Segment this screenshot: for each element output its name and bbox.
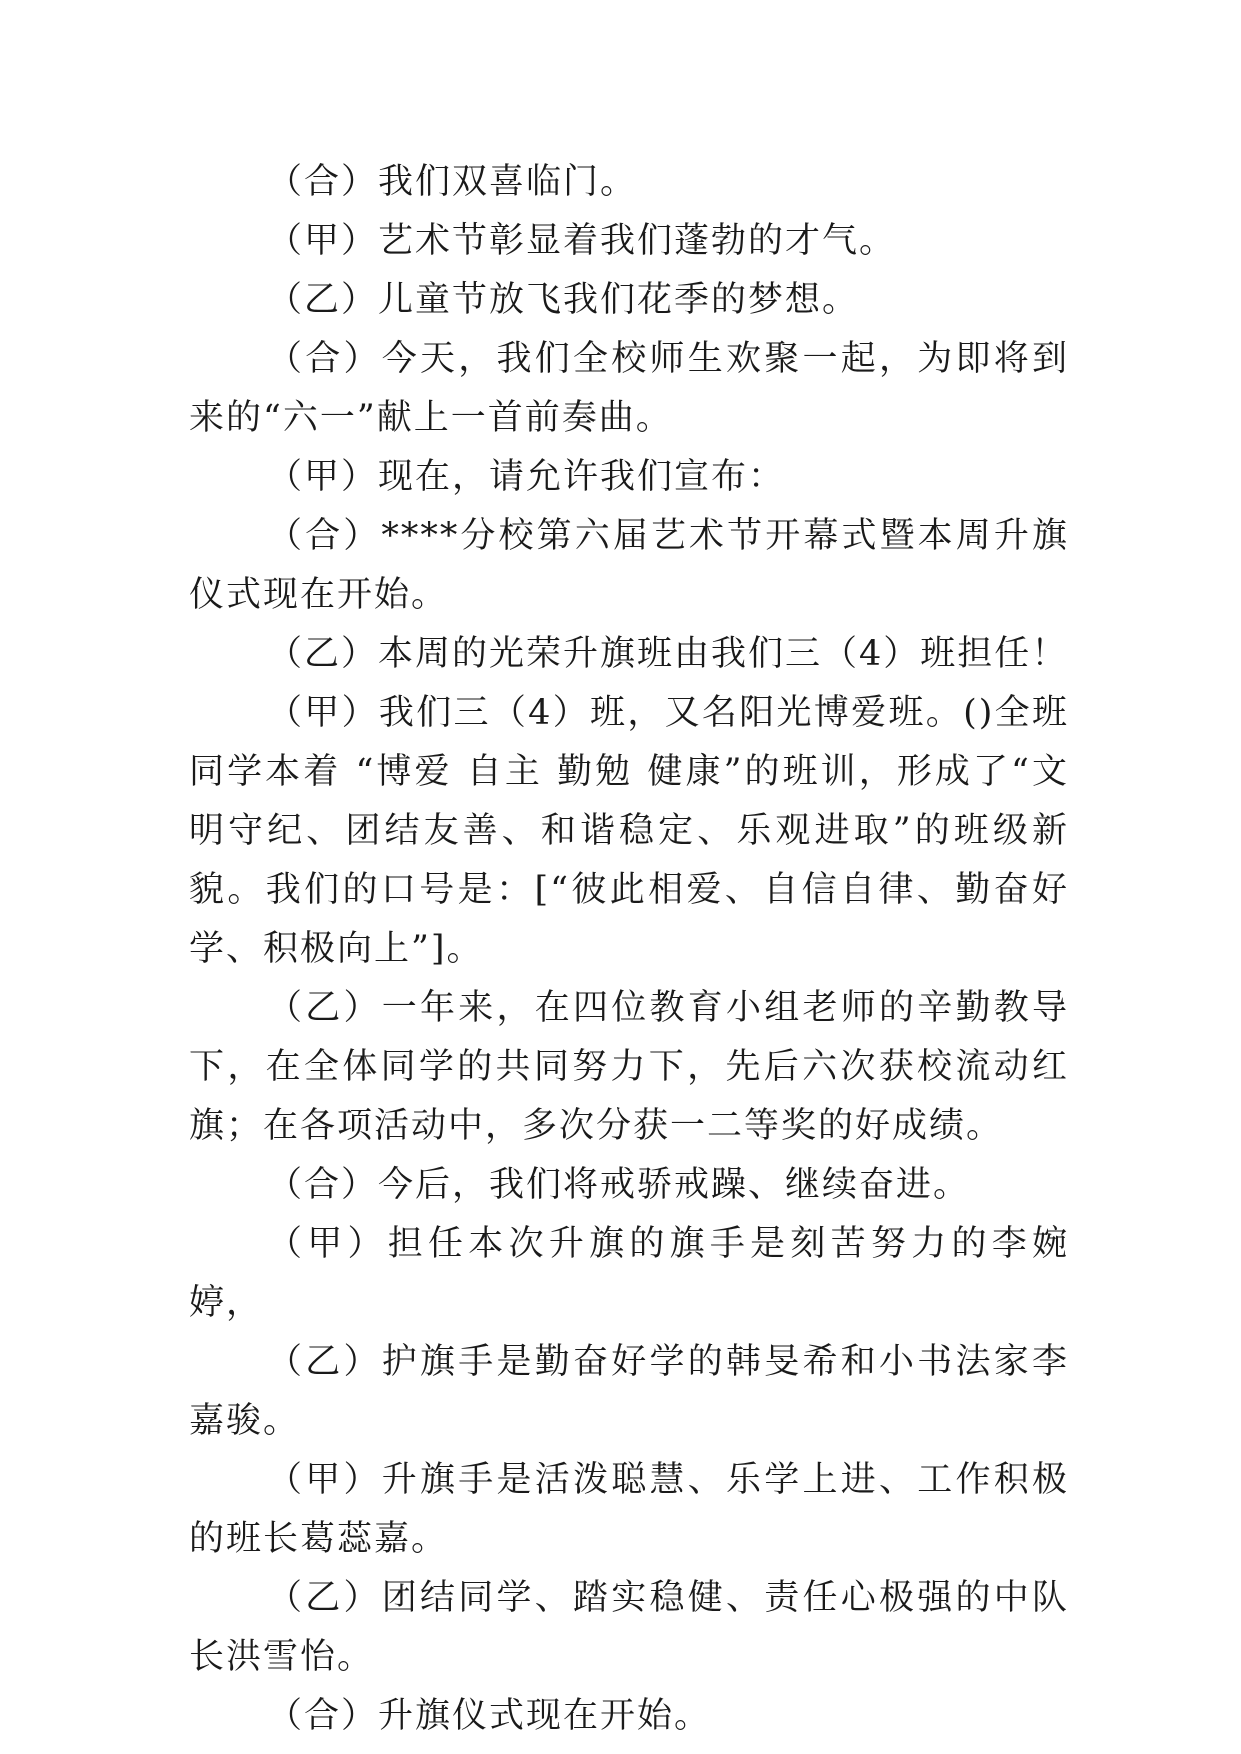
paragraph: （合）****分校第六届艺术节开幕式暨本周升旗仪式现在开始。 <box>189 516 1069 615</box>
paragraph: （合）今后，我们将戒骄戒躁、继续奋进。 <box>267 1165 971 1205</box>
paragraph: （甲）担任本次升旗的旗手是刻苦努力的李婉婷， <box>189 1224 1069 1323</box>
paragraph: （合）我们双喜临门。 <box>267 162 638 202</box>
paragraph: （乙）儿童节放飞我们花季的梦想。 <box>267 280 860 320</box>
paragraph: （甲）我们三（4）班，又名阳光博爱班。()全班同学本着 “博爱 自主 勤勉 健康”的班训，形成了“文明守纪、团结友善、和谐稳定、乐观进取”的班级新貌。我们的口号是：[“彼此相爱、自信自律、勤奋好学、积极向上”]。 <box>189 693 1069 969</box>
paragraph: （乙）团结同学、踏实稳健、责任心极强的中队长洪雪怡。 <box>189 1578 1069 1677</box>
paragraph: （甲）升旗手是活泼聪慧、乐学上进、工作积极的班长葛蕊嘉。 <box>189 1460 1069 1559</box>
paragraph: （甲）艺术节彰显着我们蓬勃的才气。 <box>267 221 897 261</box>
paragraph: （合）升旗仪式现在开始。 <box>267 1696 712 1736</box>
document-body <box>189 153 1069 1746</box>
paragraph: （合）今天，我们全校师生欢聚一起，为即将到来的“六一”献上一首前奏曲。 <box>189 339 1069 438</box>
paragraph: （乙）本周的光荣升旗班由我们三（4）班担任！ <box>267 634 1069 674</box>
paragraph: （甲）现在，请允许我们宣布： <box>267 457 786 497</box>
paragraph: （乙）护旗手是勤奋好学的韩旻希和小书法家李嘉骏。 <box>189 1342 1069 1441</box>
paragraph: （乙）一年来，在四位教育小组老师的辛勤教导下，在全体同学的共同努力下，先后六次获校流动红旗；在各项活动中，多次分获一二等奖的好成绩。 <box>189 988 1069 1146</box>
